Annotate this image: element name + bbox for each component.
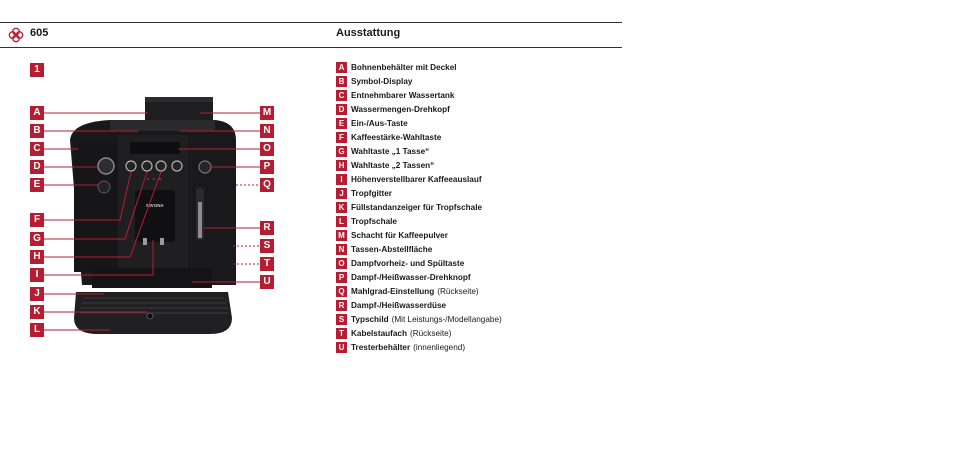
parts-legend xyxy=(336,60,502,354)
legend-letter: M xyxy=(336,230,347,241)
legend-letter: P xyxy=(336,272,347,283)
legend-item xyxy=(336,186,502,200)
legend-letter: C xyxy=(336,90,347,101)
section-title: Ausstattung xyxy=(336,27,401,39)
legend-letter: N xyxy=(336,244,347,255)
callout-label-g: G xyxy=(30,232,44,246)
legend-item xyxy=(336,242,502,256)
callout-label-t: T xyxy=(260,257,274,271)
figure-number-badge: 1 xyxy=(30,63,44,77)
legend-text: Kabelstaufach xyxy=(351,328,407,338)
legend-letter: J xyxy=(336,188,347,199)
legend-letter: H xyxy=(336,160,347,171)
legend-letter: R xyxy=(336,300,347,311)
legend-letter: U xyxy=(336,342,347,353)
legend-text: Kaffeestärke-Wahltaste xyxy=(351,132,442,142)
legend-item xyxy=(336,158,502,172)
legend-text: Wassermengen-Drehkopf xyxy=(351,104,450,114)
callout-label-e: E xyxy=(30,178,44,192)
brand-logo: NIVONA xyxy=(146,203,164,208)
page-number: 605 xyxy=(30,27,49,39)
legend-item xyxy=(336,214,502,228)
legend-item xyxy=(336,116,502,130)
legend-note: (Mit Leistungs-/Modellangabe) xyxy=(391,314,502,324)
callout-label-i: I xyxy=(30,268,44,282)
legend-item xyxy=(336,130,502,144)
legend-item xyxy=(336,326,502,340)
symbol-display-shape xyxy=(130,142,180,154)
legend-text: Wahltaste „1 Tasse“ xyxy=(351,146,430,156)
legend-item xyxy=(336,88,502,102)
legend-note: (Rückseite) xyxy=(409,328,452,338)
callout-label-b: B xyxy=(30,124,44,138)
water-knob-shape xyxy=(98,158,114,174)
legend-item xyxy=(336,144,502,158)
legend-text: Tresterbehälter xyxy=(351,342,411,352)
legend-text: Entnehmbarer Wassertank xyxy=(351,90,455,100)
callout-label-k: K xyxy=(30,305,44,319)
legend-letter: L xyxy=(336,216,347,227)
legend-item xyxy=(336,270,502,284)
callout-label-q: Q xyxy=(260,178,274,192)
callout-label-a: A xyxy=(30,106,44,120)
legend-text: Wahltaste „2 Tassen“ xyxy=(351,160,435,170)
callout-label-l: L xyxy=(30,323,44,337)
steam-knob-shape xyxy=(199,161,211,173)
callout-label-m: M xyxy=(260,106,274,120)
legend-letter: E xyxy=(336,118,347,129)
callout-label-p: P xyxy=(260,160,274,174)
legend-letter: I xyxy=(336,174,347,185)
legend-letter: F xyxy=(336,132,347,143)
callout-label-n: N xyxy=(260,124,274,138)
legend-letter: O xyxy=(336,258,347,269)
tray-level-indicator xyxy=(147,313,153,319)
legend-letter: K xyxy=(336,202,347,213)
callout-label-o: O xyxy=(260,142,274,156)
callout-label-h: H xyxy=(30,250,44,264)
legend-note: (innenliegend) xyxy=(413,342,466,352)
legend-item xyxy=(336,298,502,312)
legend-item xyxy=(336,256,502,270)
legend-letter: S xyxy=(336,314,347,325)
legend-text: Symbol-Display xyxy=(351,76,413,86)
legend-text: Höhenverstellbarer Kaffeeauslauf xyxy=(351,174,482,184)
power-button-shape xyxy=(98,181,110,193)
legend-text: Dampfvorheiz- und Spültaste xyxy=(351,258,465,268)
legend-text: Tropfgitter xyxy=(351,188,392,198)
legend-text: Dampf-/Heißwasserdüse xyxy=(351,300,447,310)
legend-item xyxy=(336,284,502,298)
legend-letter: D xyxy=(336,104,347,115)
callout-label-j: J xyxy=(30,287,44,301)
grounds-container-shape xyxy=(92,268,212,288)
legend-letter: B xyxy=(336,76,347,87)
legend-item xyxy=(336,200,502,214)
legend-item xyxy=(336,74,502,88)
legend-letter: G xyxy=(336,146,347,157)
callout-label-u: U xyxy=(260,275,274,289)
callout-label-s: S xyxy=(260,239,274,253)
legend-item xyxy=(336,172,502,186)
callout-label-f: F xyxy=(30,213,44,227)
coffee-spout-housing xyxy=(135,190,175,242)
legend-text: Tropfschale xyxy=(351,216,397,226)
legend-item xyxy=(336,60,502,74)
legend-text: Tassen-Abstellfläche xyxy=(351,244,433,254)
legend-item xyxy=(336,102,502,116)
legend-item xyxy=(336,340,502,354)
legend-text: Bohnenbehälter mit Deckel xyxy=(351,62,457,72)
legend-text: Dampf-/Heißwasser-Drehknopf xyxy=(351,272,471,282)
legend-note: (Rückseite) xyxy=(437,286,479,296)
legend-item xyxy=(336,228,502,242)
legend-text: Typschild xyxy=(351,314,389,324)
legend-text: Mahlgrad-Einstellung xyxy=(351,286,435,296)
callout-label-c: C xyxy=(30,142,44,156)
legend-text: Schacht für Kaffeepulver xyxy=(351,230,448,240)
legend-item xyxy=(336,312,502,326)
legend-letter: T xyxy=(336,328,347,339)
legend-text: Füllstandanzeiger für Tropfschale xyxy=(351,202,483,212)
legend-letter: Q xyxy=(336,286,347,297)
callout-label-r: R xyxy=(260,221,274,235)
legend-text: Ein-/Aus-Taste xyxy=(351,118,408,128)
callout-label-d: D xyxy=(30,160,44,174)
legend-letter: A xyxy=(336,62,347,73)
